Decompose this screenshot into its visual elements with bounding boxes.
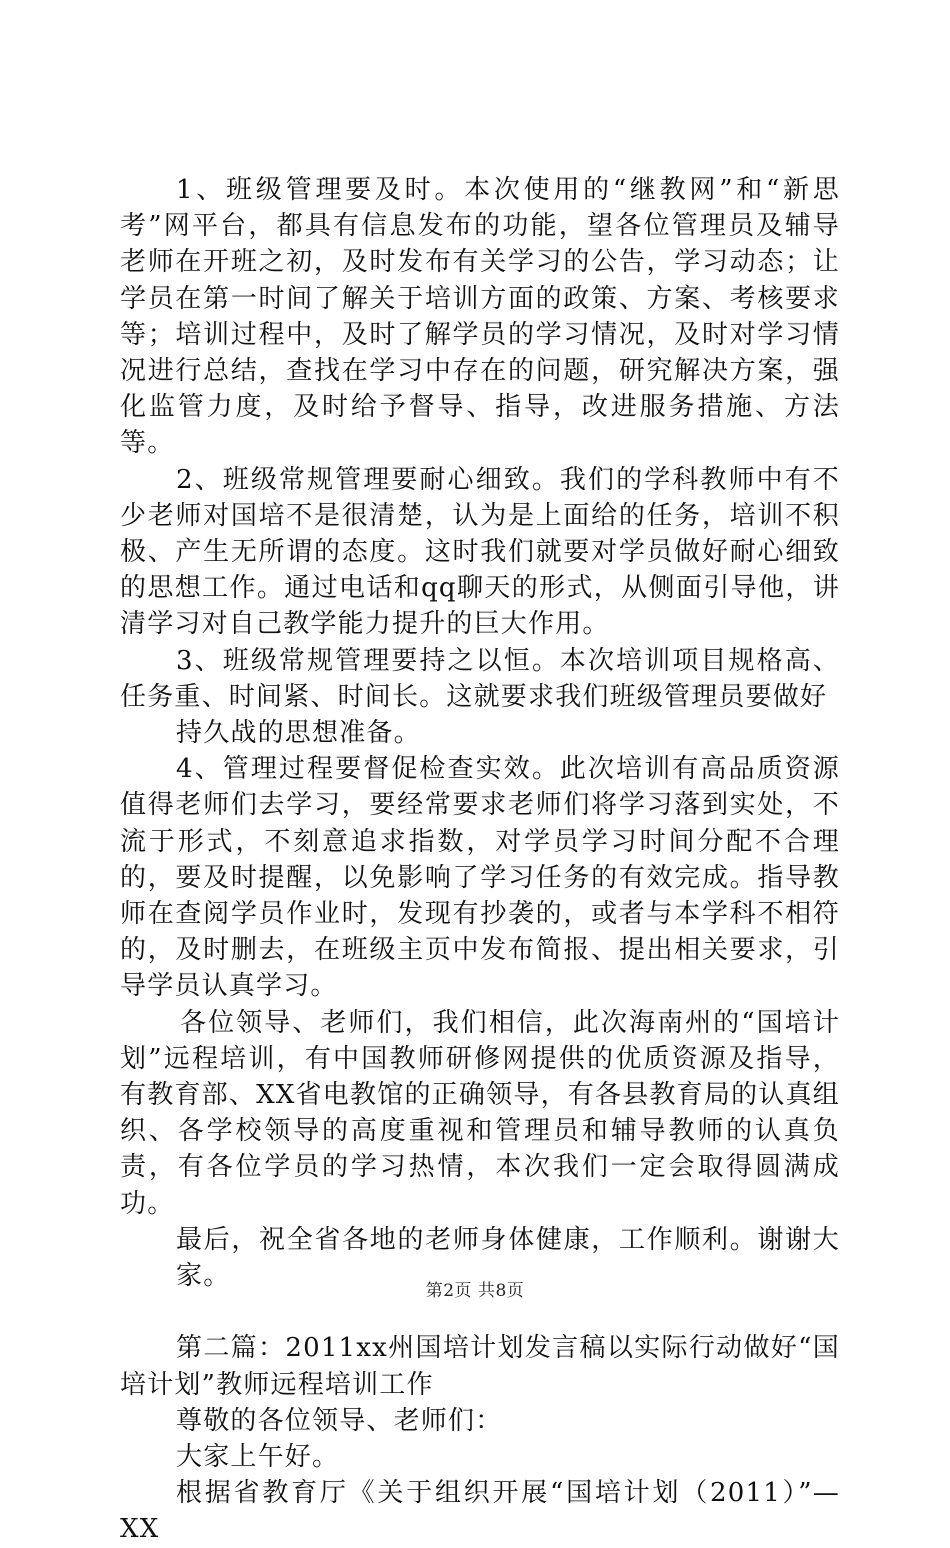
- paragraph-supervision-effectiveness: 4、管理过程要督促检查实效。此次培训有高品质资源值得老师们去学习，要经常要求老师们将学习落到实处，不流于形式，不刻意追求指数，对学员学习时间分配不合理的，要及时提醒，以免影响了学习任务的有效完成。指导教师在查阅学员作业时，发现有抄袭的，或者与本学科不相符的，及时删去，在班级主页中发布简报、提出相关要求，引导学员认真学习。: [120, 754, 840, 1002]
- section-heading-part-two: 第二篇：2011xx州国培计划发言稿以实际行动做好“国培计划”教师远程培训工作: [120, 1333, 840, 1400]
- paragraph-closing-confidence: 各位领导、老师们，我们相信，此次海南州的“国培计划”远程培训，有中国教师研修网提供的优质资源及指导，有教育部、XX省电教馆的正确领导，有各县教育局的认真组织、各学校领导的高度重视和管理员和辅导教师的认真负责，有各位学员的学习热情，本次我们一定会取得圆满成功。: [120, 1007, 840, 1219]
- page-number-footer: 第2页 共8页: [425, 1281, 525, 1301]
- paragraph-final-wishes: 最后，祝全省各地的老师身体健康，工作顺利。谢谢大家。: [176, 1224, 840, 1292]
- paragraph-reference-notice: 根据省教育厅《关于组织开展“国培计划（2011）”—XX: [120, 1478, 840, 1545]
- greeting: 大家上午好。: [176, 1441, 340, 1472]
- paragraph-long-term-preparation: 持久战的思想准备。: [176, 718, 421, 749]
- paragraph-routine-management-patience: 2、班级常规管理要耐心细致。我们的学科教师中有不少老师对国培不是很清楚，认为是上面给的任务，培训不积极、产生无所谓的态度。这时我们就要对学员做好耐心细致的思想工作。通过电话和qq聊天的形式，从侧面引导他，讲清学习对自己教学能力提升的巨大作用。: [120, 464, 840, 640]
- salutation: 尊敬的各位领导、老师们：: [176, 1405, 503, 1436]
- paragraph-routine-management-persistence: 3、班级常规管理要持之以恒。本次培训项目规格高、任务重、时间紧、时间长。这就要求我们班级管理员要做好: [120, 645, 840, 712]
- paragraph-class-management-timely: 1、班级管理要及时。本次使用的“继教网”和“新思考”网平台，都具有信息发布的功能，望各位管理员及辅导老师在开班之初，及时发布有关学习的公告，学习动态；让学员在第一时间了解关于培训方面的政策、方案、考核要求等；培训过程中，及时了解学员的学习情况，及时对学习情况进行总结，查找在学习中存在的问题，研究解决方案，强化监管力度，及时给予督导、指导，改进服务措施、方法等。: [120, 175, 840, 459]
- document-body: [120, 172, 840, 1548]
